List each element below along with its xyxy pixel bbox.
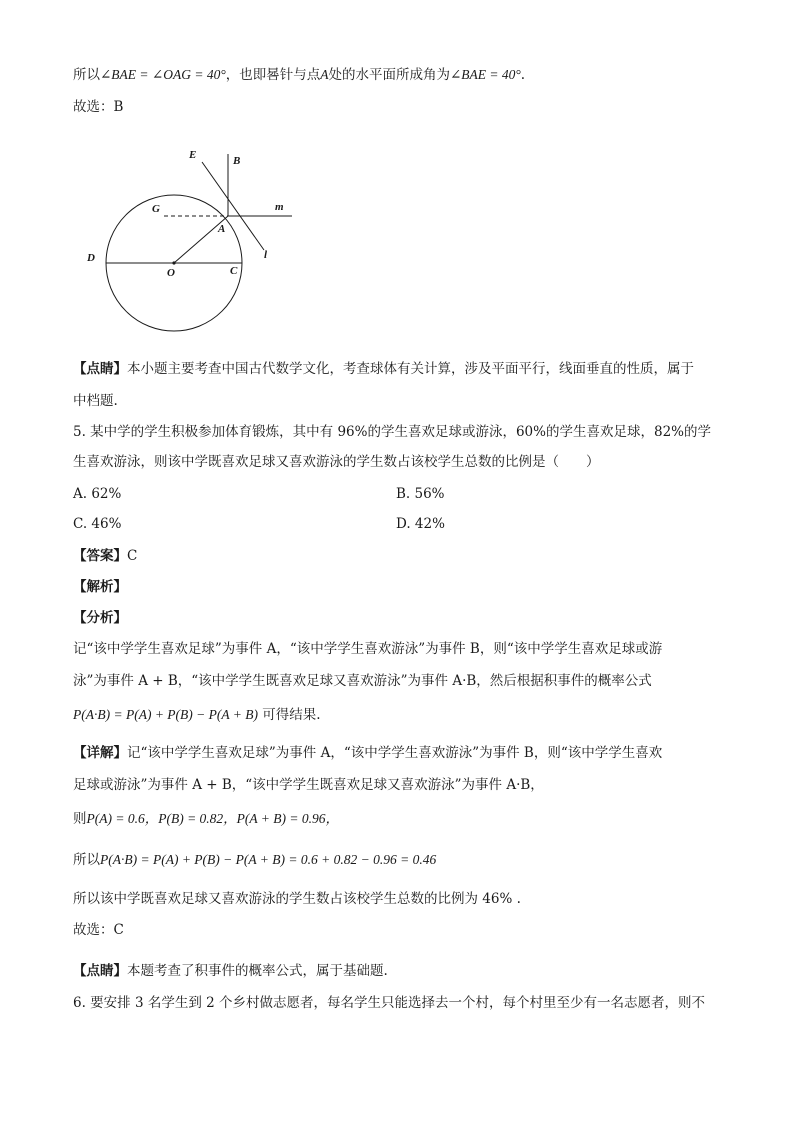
text: 可得结果. (258, 707, 321, 723)
tag: 【点睛】 (73, 963, 127, 979)
math-expr: A (320, 67, 329, 82)
q6-line-1: 6. 要安排 3 名学生到 2 个乡村做志愿者，每名学生只能选择去一个村，每个村里至少有一名志愿者，则不 (73, 995, 706, 1011)
detail-line-3 (73, 810, 339, 828)
text: 所以 (73, 852, 100, 868)
dianjing-1 (73, 360, 694, 378)
jiexi-tag: 【解析】 (73, 579, 127, 595)
detail-line-2: 足球或游泳”为事件 A + B，“该中学学生既喜欢足球又喜欢游泳”为事件 A·B， (73, 777, 544, 793)
answer-value: C (127, 548, 138, 564)
text: 所以 (73, 67, 100, 83)
math-expr: ∠BAE = ∠OAG = 40° (100, 67, 226, 82)
text: 处的水平面所成角为 (328, 67, 450, 83)
detail-line-5: 所以该中学既喜欢足球又喜欢游泳的学生数占该校学生总数的比例为 46% . (73, 891, 521, 907)
tag: 【答案】 (73, 548, 127, 564)
detail-line-6: 故选：C (73, 922, 124, 938)
option-d[interactable]: D. 42% (396, 516, 445, 532)
analysis-line-1: 记“该中学学生喜欢足球”为事件 A，“该中学学生喜欢游泳”为事件 B，则“该中学学生喜欢足球或游 (73, 641, 663, 657)
text: 记“该中学学生喜欢足球”为事件 A，“该中学学生喜欢游泳”为事件 B，则“该中学学生喜欢 (127, 745, 663, 761)
q5-line-1: 5. 某中学的学生积极参加体育锻炼，其中有 96%的学生喜欢足球或游泳，60%的学生喜欢足球，82%的学 (73, 424, 711, 440)
option-b[interactable]: B. 56% (396, 486, 445, 502)
geometry-figure (80, 140, 310, 340)
dianjing-2 (73, 962, 388, 980)
answer-line (73, 547, 137, 565)
option-a[interactable]: A. 62% (73, 486, 122, 502)
option-c[interactable]: C. 46% (73, 516, 122, 532)
detail-line-1 (73, 744, 662, 762)
label-c: C (230, 265, 238, 277)
dianjing-1b: 中档题. (73, 393, 118, 409)
label-e: E (189, 149, 197, 161)
tag: 【点睛】 (73, 361, 127, 377)
label-a: A (218, 223, 226, 235)
line-choose-b: 故选：B (73, 99, 124, 115)
analysis-line-2: 泳”为事件 A + B，“该中学学生既喜欢足球又喜欢游泳”为事件 A·B，然后根据积事件的概率公式 (73, 673, 652, 689)
label-b: B (233, 155, 241, 167)
label-g: G (152, 203, 160, 215)
label-d: D (87, 252, 95, 264)
text: 本小题主要考查中国古代数学文化，考查球体有关计算，涉及平面平行，线面垂直的性质，属于 (127, 361, 694, 377)
fenxi-tag: 【分析】 (73, 610, 127, 626)
text: 本题考查了积事件的概率公式，属于基础题. (127, 963, 388, 979)
text: . (520, 67, 526, 83)
label-o: O (167, 267, 175, 279)
label-l: l (264, 249, 268, 261)
q5-line-2: 生喜欢游泳，则该中学既喜欢足球又喜欢游泳的学生数占该校学生总数的比例是（ ） (73, 454, 600, 470)
line-1 (73, 66, 525, 84)
math-expr: P(A·B) = P(A) + P(B) − P(A + B) = 0.6 + 0.82 − 0.96 = 0.46 (100, 852, 437, 867)
label-m: m (275, 201, 284, 213)
analysis-line-3 (73, 706, 321, 724)
math-expr: P(A·B) = P(A) + P(B) − P(A + B) (73, 707, 258, 722)
tag: 【详解】 (73, 745, 127, 761)
text: ，也即晷针与点 (225, 67, 321, 83)
math-expr: P(A) = 0.6，P(B) = 0.82，P(A + B) = 0.96， (86, 811, 340, 826)
center-dot (172, 261, 175, 264)
detail-line-4 (73, 851, 436, 869)
math-expr: ∠BAE = 40° (449, 67, 521, 82)
text: 则 (73, 811, 87, 827)
